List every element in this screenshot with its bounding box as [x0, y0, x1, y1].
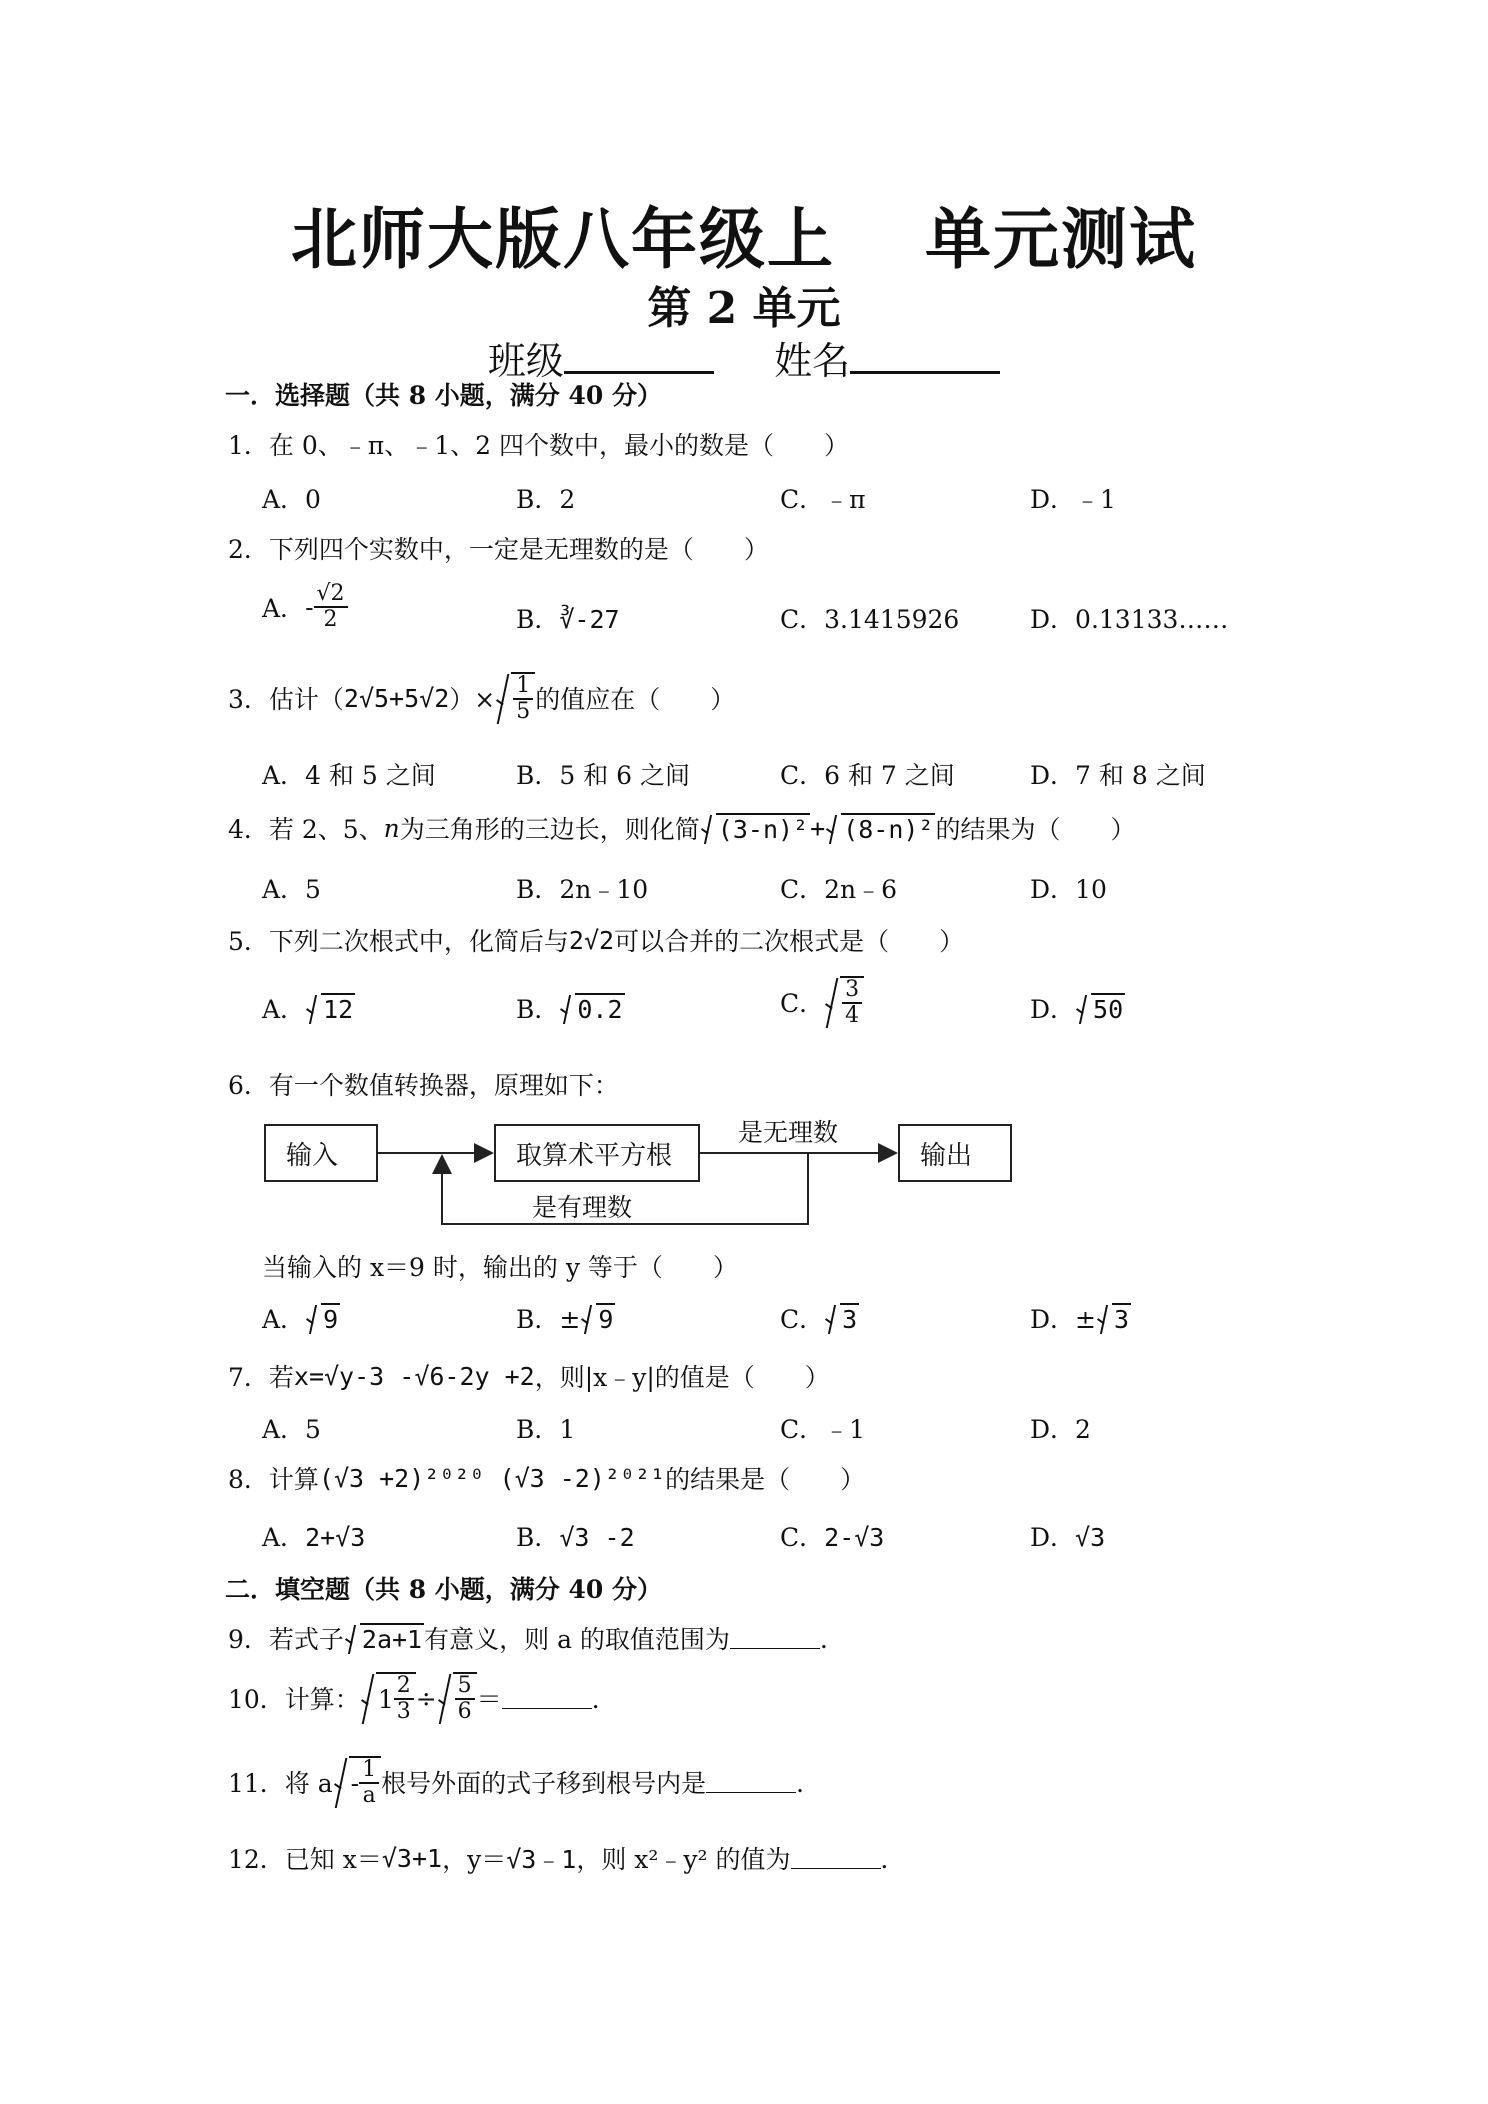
q5-expression: 2√2: [568, 925, 615, 955]
q2-a-num: √2: [314, 582, 348, 608]
q7-suffix: ，则|x﹣y|的值是（ ）: [534, 1363, 830, 1392]
class-label: 班级: [487, 339, 564, 383]
title-left: 北师大版八年级上: [291, 201, 835, 278]
q3-times: ）×: [449, 685, 496, 715]
q6-b-value: 9: [598, 1304, 614, 1334]
flow-label-rational: 是有理数: [532, 1193, 633, 1222]
q2-a-den: 2: [323, 607, 338, 633]
q7-option-a[interactable]: A．5: [262, 1415, 321, 1444]
q12-end: ．: [880, 1845, 906, 1874]
q5-suffix: 可以合并的二次根式是（ ）: [614, 927, 965, 956]
q5-b-value: 0.2: [577, 994, 623, 1024]
q6-d-label: D．±: [1030, 1305, 1096, 1334]
flow-output-box: 输出: [898, 1124, 1012, 1182]
question-11: [228, 1756, 821, 1808]
q8-a-value: 2+√3: [305, 1523, 366, 1552]
q8-prefix: 8．计算: [228, 1465, 319, 1494]
q6-option-a[interactable]: [262, 1300, 340, 1336]
q4-radicand-2: (8-n)²: [843, 814, 934, 844]
q4-option-c[interactable]: C．2n﹣6: [780, 875, 898, 904]
q11-sign: -: [350, 1768, 360, 1798]
q7-option-d[interactable]: D．2: [1030, 1415, 1091, 1444]
q5-a-label: A．: [262, 995, 306, 1024]
q12-prefix: 12．已知 x＝: [228, 1845, 382, 1874]
q4-radicand-1: (3-n)²: [717, 814, 809, 844]
q3-option-d[interactable]: D．7 和 8 之间: [1030, 761, 1206, 790]
q6-option-b[interactable]: [516, 1300, 615, 1336]
q4-option-a[interactable]: A．5: [262, 875, 321, 904]
unit-subtitle: 第 2 单元: [647, 283, 841, 334]
q3-num: 1: [513, 674, 533, 700]
q4-option-b[interactable]: B．2n﹣10: [516, 875, 649, 904]
arrow-loop-back: [442, 1153, 808, 1224]
q12-suffix: ，则 x²﹣y² 的值为: [576, 1845, 791, 1874]
q8-b-label: B．: [516, 1523, 560, 1552]
q5-c-label: C．: [780, 989, 825, 1019]
q2-b-value: ∛-27: [559, 605, 620, 634]
q11-prefix: 11．将 a: [228, 1769, 333, 1799]
q6-option-c[interactable]: [780, 1300, 859, 1336]
q8-b-value: √3 -2: [559, 1523, 635, 1552]
q2-a-sign: -: [305, 592, 314, 622]
q10-den2: 6: [457, 1699, 472, 1725]
q11-end: ．: [796, 1769, 822, 1799]
q4-plus: +: [810, 813, 826, 843]
q10-end: ．: [591, 1685, 617, 1715]
q3-option-a[interactable]: A．4 和 5 之间: [262, 761, 436, 790]
q6-c-label: C．: [780, 1305, 825, 1334]
q6-d-value: 3: [1114, 1304, 1130, 1334]
q8-option-b[interactable]: [516, 1518, 635, 1554]
q8-expression: (√3 +2)²⁰²⁰ (√3 -2)²⁰²¹: [318, 1463, 666, 1493]
q9-answer-blank[interactable]: [730, 1628, 820, 1649]
q7-prefix: 7．若: [228, 1363, 294, 1392]
q4-n: n: [383, 813, 400, 843]
name-label: 姓名: [774, 339, 851, 383]
q12-mid: ，y＝: [442, 1845, 507, 1874]
flow-label-irrational: 是无理数: [738, 1118, 839, 1147]
q8-option-c[interactable]: [780, 1518, 884, 1554]
q10-num2: 5: [455, 1674, 475, 1700]
q5-d-label: D．: [1030, 995, 1076, 1024]
q8-d-label: D．: [1030, 1523, 1076, 1552]
q6-condition: 当输入的 x＝9 时，输出的 y 等于（ ）: [262, 1253, 738, 1282]
q3-expression: 2√5+5√2: [343, 683, 450, 713]
q5-b-label: B．: [516, 995, 560, 1024]
q2-option-d[interactable]: D．0.13133……: [1030, 605, 1229, 634]
question-8: [228, 1460, 865, 1496]
q11-den: a: [362, 1783, 376, 1809]
q10-den: 3: [396, 1699, 411, 1725]
q6-b-label: B．±: [516, 1305, 581, 1334]
q1-option-b[interactable]: B．2: [516, 485, 576, 514]
q6-c-value: 3: [842, 1304, 858, 1334]
q7-expression: x=√y-3 -√6-2y +2: [293, 1361, 535, 1391]
q5-a-value: 12: [323, 994, 354, 1024]
q1-option-a[interactable]: A．0: [262, 485, 321, 514]
q8-c-label: C．: [780, 1523, 825, 1552]
q10-whole: 1: [377, 1684, 394, 1714]
q2-option-c[interactable]: C．3.1415926: [780, 605, 960, 634]
q6-option-d[interactable]: [1030, 1300, 1131, 1336]
q6-a-label: A．: [262, 1305, 306, 1334]
q5-prefix: 5．下列二次根式中，化简后与: [228, 927, 569, 956]
question-1: 1．在 0、﹣π、﹣1、2 四个数中，最小的数是（ ）: [228, 431, 849, 460]
q11-num: 1: [359, 1758, 379, 1784]
q4-prefix: 4．若 2、5、: [228, 815, 384, 844]
q12-y: √3﹣1: [506, 1845, 577, 1874]
q11-answer-blank[interactable]: [706, 1772, 796, 1793]
q3-den: 5: [516, 699, 531, 725]
q4-mid: 为三角形的三边长，则化简: [399, 815, 700, 844]
section-1-heading: 一．选择题（共 8 小题，满分 40 分）: [225, 381, 663, 410]
q9-end: ．: [819, 1625, 845, 1654]
q2-b-label: B．: [516, 605, 560, 634]
q12-x: √3+1: [381, 1843, 443, 1873]
q12-answer-blank[interactable]: [791, 1848, 881, 1869]
flow-sqrt-box: 取算术平方根: [494, 1124, 700, 1182]
q9-radicand: 2a+1: [361, 1624, 423, 1654]
question-7: [228, 1358, 830, 1394]
title-right: 单元测试: [925, 201, 1197, 278]
question-6: 6．有一个数值转换器，原理如下：: [228, 1071, 619, 1100]
question-10: [228, 1672, 617, 1724]
q5-c-num: 3: [842, 978, 862, 1004]
q4-suffix: 的结果为（ ）: [935, 815, 1136, 844]
q7-option-b[interactable]: B．1: [516, 1415, 576, 1444]
q3-option-b[interactable]: B．5 和 6 之间: [516, 761, 691, 790]
q1-option-c[interactable]: C．﹣π: [780, 485, 866, 514]
q10-answer-blank[interactable]: [502, 1688, 592, 1709]
section-2-heading: 二．填空题（共 8 小题，满分 40 分）: [225, 1575, 663, 1604]
q8-a-label: A．: [262, 1523, 306, 1552]
q10-prefix: 10．计算：: [228, 1685, 360, 1715]
q8-option-d[interactable]: [1030, 1518, 1105, 1554]
q3-suffix: 的值应在（ ）: [535, 685, 736, 715]
q2-a-label: A．: [262, 594, 306, 624]
q10-divide: ÷: [415, 1683, 437, 1713]
q8-c-value: 2-√3: [824, 1523, 885, 1552]
q6-a-value: 9: [323, 1304, 339, 1334]
q5-c-den: 4: [845, 1003, 860, 1029]
question-2: 2．下列四个实数中，一定是无理数的是（ ）: [228, 535, 769, 564]
flow-input-box: 输入: [264, 1124, 378, 1182]
q5-d-value: 50: [1093, 994, 1124, 1024]
q10-num: 2: [394, 1674, 414, 1700]
q8-d-value: √3: [1075, 1523, 1106, 1552]
q8-suffix: 的结果是（ ）: [665, 1465, 866, 1494]
q4-option-d[interactable]: D．10: [1030, 875, 1107, 904]
question-12: [228, 1840, 906, 1876]
q8-option-a[interactable]: [262, 1518, 365, 1554]
q9-prefix: 9．若式子: [228, 1625, 344, 1654]
q7-option-c[interactable]: C．﹣1: [780, 1415, 866, 1444]
q1-option-d[interactable]: D．﹣1: [1030, 485, 1116, 514]
q11-suffix: 根号外面的式子移到根号内是: [381, 1769, 707, 1799]
question-9: [228, 1620, 845, 1656]
q3-option-c[interactable]: C．6 和 7 之间: [780, 761, 955, 790]
q10-equals: ＝: [476, 1685, 502, 1715]
q9-suffix: 有意义，则 a 的取值范围为: [424, 1625, 730, 1654]
q3-prefix: 3．估计（: [228, 685, 344, 715]
